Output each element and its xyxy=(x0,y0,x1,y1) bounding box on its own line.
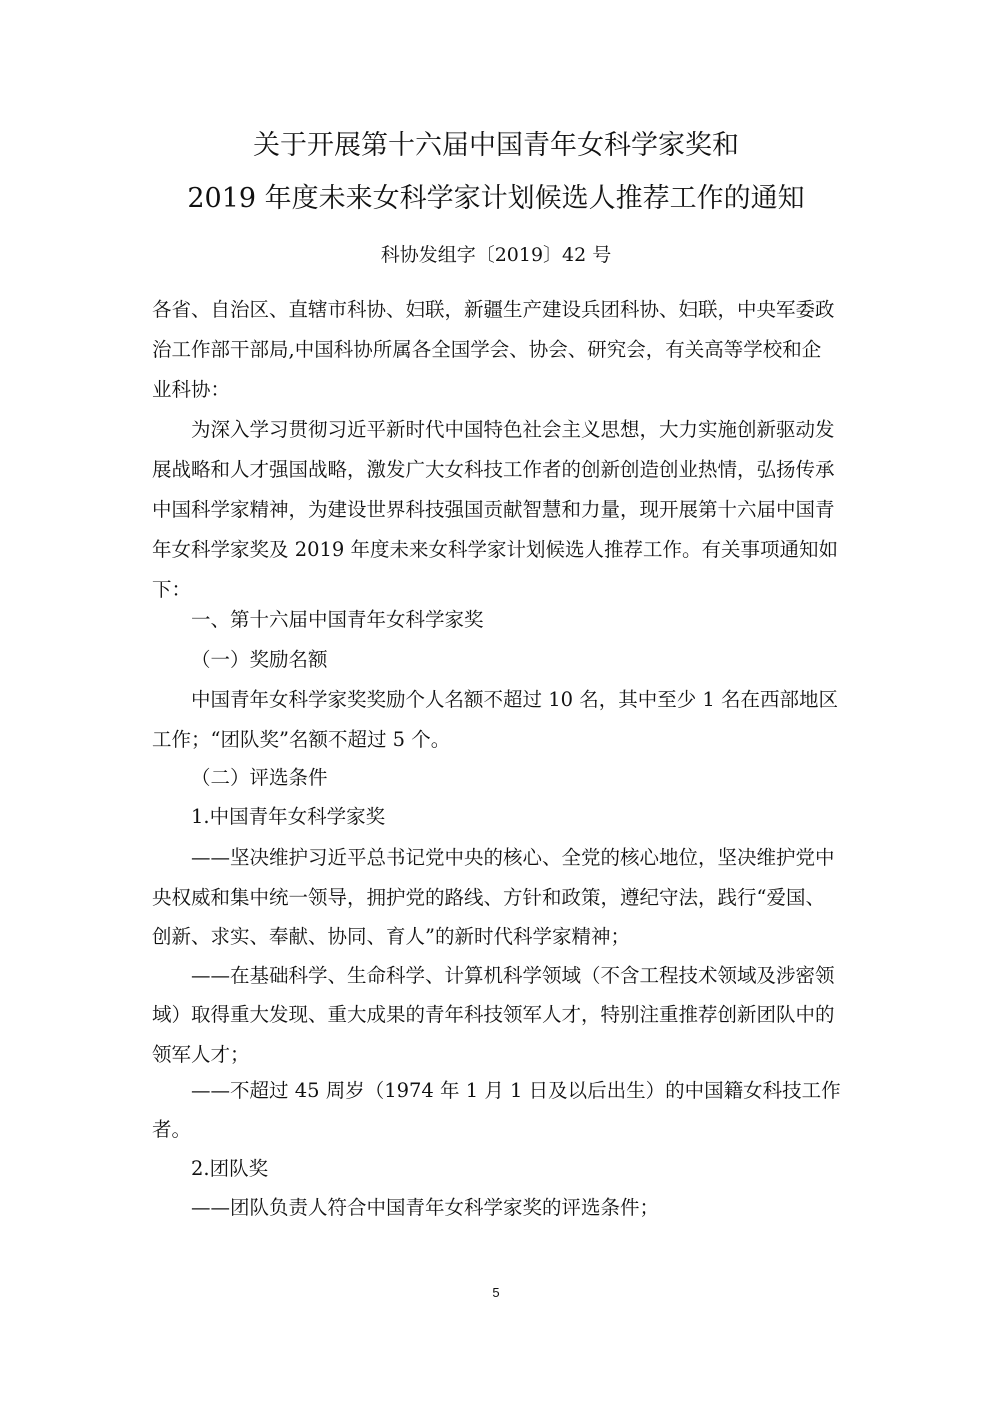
criterion-2-line-3: 领军人才； xyxy=(152,1043,250,1066)
section-heading-1: 一、第十六届中国青年女科学家奖 xyxy=(191,608,484,631)
item-heading-young-female-scientist: 1.中国青年女科学家奖 xyxy=(191,805,386,828)
criterion-3-line-1: ——不超过 45 周岁（1974 年 1 月 1 日及以后出生）的中国籍女科技工作 xyxy=(191,1079,841,1102)
criterion-3-line-2: 者。 xyxy=(152,1118,192,1141)
addressee-line-1: 各省、自治区、直辖市科协、妇联，新疆生产建设兵团科协、妇联，中央军委政 xyxy=(152,298,835,321)
intro-paragraph-line-3: 中国科学家精神，为建设世界科技强国贡献智慧和力量，现开展第十六届中国青 xyxy=(152,498,835,521)
document-title-line-1: 关于开展第十六届中国青年女科学家奖和 xyxy=(253,130,739,161)
intro-paragraph-line-4: 年女科学家奖及 2019 年度未来女科学家计划候选人推荐工作。有关事项通知如 xyxy=(152,538,839,561)
intro-paragraph-line-1: 为深入学习贯彻习近平新时代中国特色社会主义思想，大力实施创新驱动发 xyxy=(191,418,835,441)
criterion-1-line-3: 创新、求实、奉献、协同、育人”的新时代科学家精神； xyxy=(152,925,630,948)
subsection-heading-criteria: （二）评选条件 xyxy=(191,766,328,789)
subsection-heading-quota: （一）奖励名额 xyxy=(191,648,328,671)
team-criterion-1: ——团队负责人符合中国青年女科学家奖的评选条件； xyxy=(191,1196,660,1219)
intro-paragraph-line-5: 下： xyxy=(152,578,192,601)
quota-paragraph-line-1: 中国青年女科学家奖奖励个人名额不超过 10 名，其中至少 1 名在西部地区 xyxy=(191,688,839,711)
item-heading-team-award: 2.团队奖 xyxy=(191,1157,269,1180)
criterion-2-line-2: 域）取得重大发现、重大成果的青年科技领军人才，特别注重推荐创新团队中的 xyxy=(152,1003,835,1026)
document-title-line-2: 2019 年度未来女科学家计划候选人推荐工作的通知 xyxy=(187,183,805,214)
addressee-line-3: 业科协： xyxy=(152,378,231,401)
addressee-line-2: 治工作部干部局,中国科协所属各全国学会、协会、研究会，有关高等学校和企 xyxy=(152,338,822,361)
document-number: 科协发组字〔2019〕42 号 xyxy=(380,244,612,266)
intro-paragraph-line-2: 展战略和人才强国战略，激发广大女科技工作者的创新创造创业热情，弘扬传承 xyxy=(152,458,835,481)
quota-paragraph-line-2: 工作；“团队奖”名额不超过 5 个。 xyxy=(152,728,451,751)
page-number: 5 xyxy=(492,1285,500,1300)
criterion-1-line-1: ——坚决维护习近平总书记党中央的核心、全党的核心地位，坚决维护党中 xyxy=(191,846,835,869)
criterion-1-line-2: 央权威和集中统一领导，拥护党的路线、方针和政策，遵纪守法，践行“爱国、 xyxy=(152,886,825,909)
criterion-2-line-1: ——在基础科学、生命科学、计算机科学领域（不含工程技术领域及涉密领 xyxy=(191,964,835,987)
